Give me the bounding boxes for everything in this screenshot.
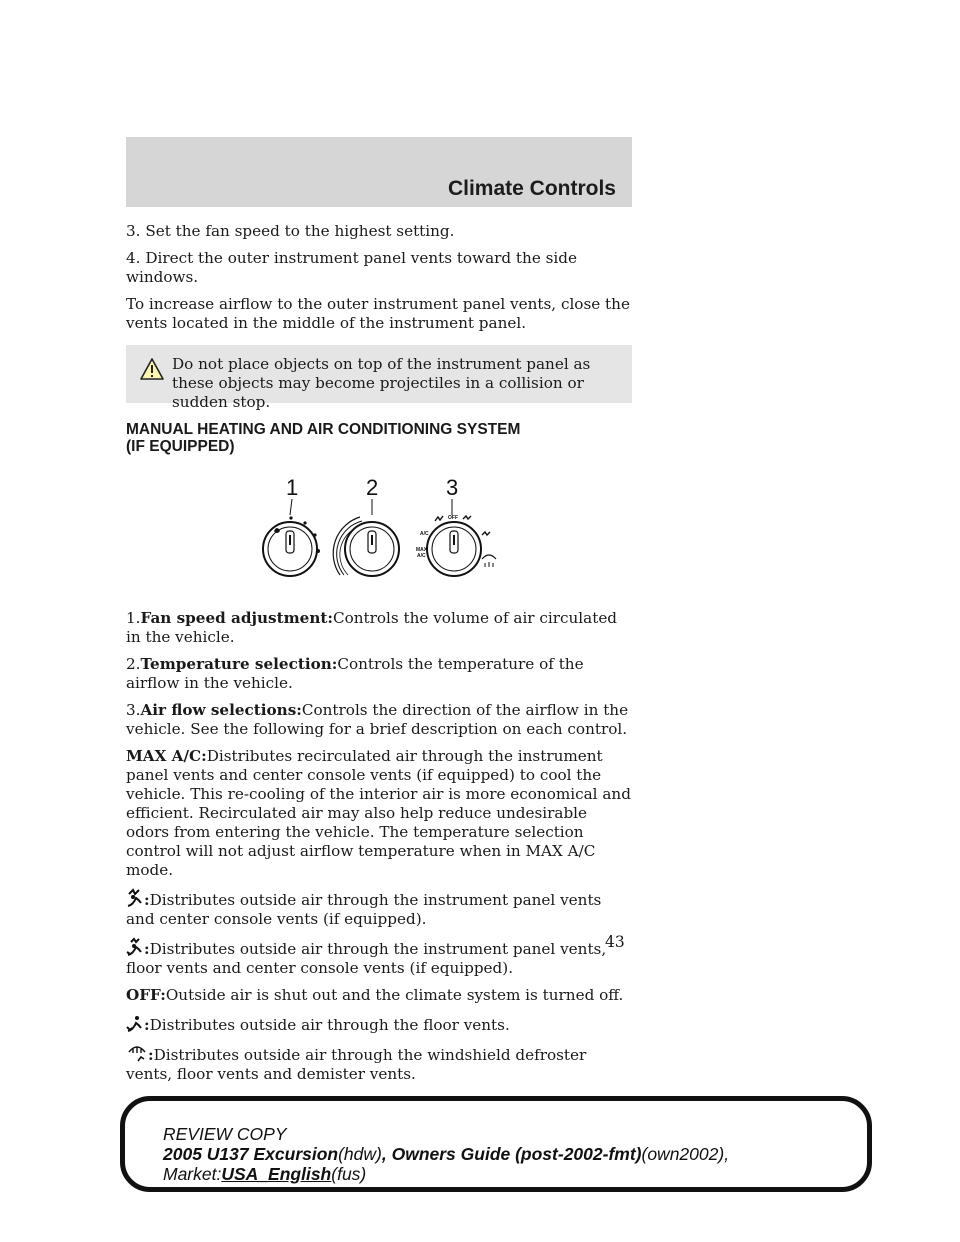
climate-knobs-illustration bbox=[260, 465, 510, 587]
defrost-icon bbox=[482, 555, 496, 559]
control-panel-figure bbox=[126, 465, 632, 603]
temperature-knob bbox=[333, 517, 399, 576]
mode-off: OFF:Outside air is shut out and the climate system is turned off. bbox=[126, 986, 624, 1004]
panel-vent-icon bbox=[126, 888, 144, 908]
defrost-floor-icon bbox=[126, 1043, 148, 1063]
panel-floor-vent-icon bbox=[126, 937, 144, 957]
callout-1: 1 bbox=[286, 475, 299, 500]
airflow-knob bbox=[416, 515, 496, 576]
warning-text: Do not place objects on top of the instrument panel as these objects may become projectiles in a collision or sudden stop. bbox=[172, 355, 591, 411]
step-3: 3. Set the fan speed to the highest setting. bbox=[126, 222, 455, 240]
mode-panel-floor: :Distributes outside air through the instrument panel vents, floor vents and center console vents (if equipped). bbox=[126, 937, 632, 978]
svg-text:OFF: OFF bbox=[448, 515, 458, 521]
svg-text:MAX: MAX bbox=[416, 547, 428, 553]
panel-vent-icon bbox=[435, 516, 443, 521]
page-content bbox=[126, 222, 632, 1092]
airflow-note: To increase airflow to the outer instrument panel vents, close the vents located in the middle of the instrument panel. bbox=[126, 295, 630, 332]
review-footer-text: REVIEW COPY 2005 U137 Excursion(hdw), Owners Guide (post-2002-fmt)(own2002), Market:USA_English(fus) bbox=[163, 1124, 730, 1184]
callout-2: 2 bbox=[366, 475, 379, 500]
header-bar bbox=[126, 137, 632, 207]
section-heading: MANUAL HEATING AND AIR CONDITIONING SYSTEM (IF EQUIPPED) bbox=[126, 421, 521, 455]
item-temperature: 2.Temperature selection:Controls the temperature of the airflow in the vehicle. bbox=[126, 655, 584, 692]
mode-floor: :Distributes outside air through the floor vents. bbox=[126, 1013, 632, 1035]
item-fan-speed: 1.Fan speed adjustment:Controls the volume of air circulated in the vehicle. bbox=[126, 609, 618, 646]
fan-speed-knob bbox=[263, 516, 320, 576]
warning-icon bbox=[140, 358, 164, 380]
callout-3: 3 bbox=[446, 475, 459, 500]
mode-defrost: :Distributes outside air through the windshield defroster vents, floor vents and demister vents. bbox=[126, 1043, 632, 1084]
floor-vent-icon bbox=[482, 532, 490, 535]
item-air-flow: 3.Air flow selections:Controls the direction of the airflow in the vehicle. See the following for a brief description on each control. bbox=[126, 701, 629, 738]
svg-text:A/C: A/C bbox=[417, 553, 426, 559]
step-4: 4. Direct the outer instrument panel vents toward the side windows. bbox=[126, 249, 577, 286]
mode-max-ac: MAX A/C:Distributes recirculated air through the instrument panel vents and center console vents (if equipped) to cool the vehicle. This re-cooling of the interior air is more economical and efficient. Recirculated air may also help reduce undesirable odors from entering the vehicle. The temperature selection control will not adjust airflow temperature when in MAX A/C mode. bbox=[126, 747, 631, 879]
svg-text:A/C: A/C bbox=[420, 531, 429, 537]
page-title: Climate Controls bbox=[447, 177, 616, 200]
mode-panel: :Distributes outside air through the instrument panel vents and center console vents (if equipped). bbox=[126, 888, 632, 929]
floor-vent-icon bbox=[126, 1013, 144, 1033]
page-number: 43 bbox=[605, 933, 625, 951]
warning-box bbox=[126, 345, 632, 411]
